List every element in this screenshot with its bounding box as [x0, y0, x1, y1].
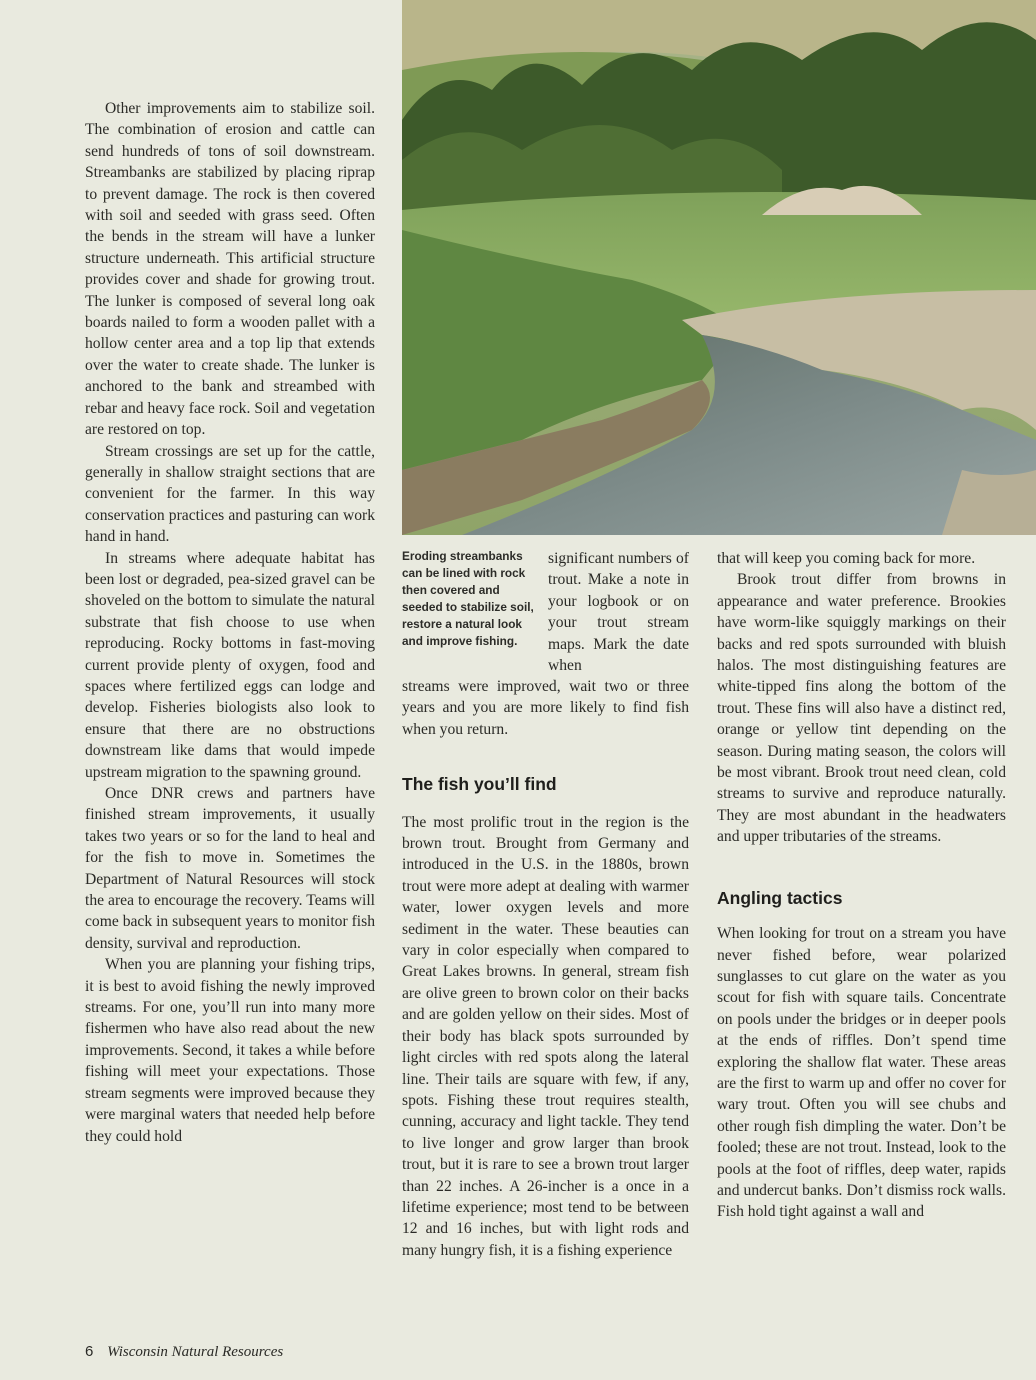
paragraph: significant numbers of trout. Make a note in your logbook or on your trout stream maps. Mark the date when	[548, 550, 689, 675]
paragraph: The most prolific trout in the region is the brown trout. Brought from Germany and introduced in the U.S. in the 1880s, brown trout were more adept at dealing with warmer water, lower oxygen levels and more sediment in the water. These beauties can vary in color especially when compared to Great Lakes browns. In general, stream fish are olive green to brown color on their backs and are golden yellow on their sides. Most of their body has black spots surrounded by light circles with red spots along the lateral line. Their tails are square with few, if any, spots. Fishing these trout requires stealth, cunning, accuracy and light tackle. They tend to live longer and grow larger than brook trout, but it is rare to see a brown trout larger than 22 inches. A 26-incher is a once in a lifetime experience; most tend to be between 12 and 16 inches, but with light rods and many hungry fish, it is a fishing experience	[402, 813, 689, 1259]
paragraph: When looking for trout on a stream you have never fished before, wear polarized sunglasses to cut glare on the water as you scout for fish with square tails. Concentrate on pools under the bridges or in deeper pools at the ends of riffles. Don’t spend time exploring the shallow flat water. These areas are the first to warm up and offer no cover for wary trout. Often you will see chubs and other rough fish dimpling the water. Don’t be fooled; these are not trout. Instead, look to the pools at the foot of riffles, deep water, rapids and undercut banks. Don’t dismiss rock walls. Fish hold tight against a wall and	[717, 925, 1006, 1221]
stream-photo	[402, 0, 1036, 535]
paragraph: In streams where adequate habitat has been lost or degraded, pea-sized gravel can be shoveled on the bottom to simulate the natural substrate that fish choose to use when reproducing. Rocky bottoms in fast-moving current provide plenty of oxygen, food and spaces where fertilized eggs can lodge and develop. Fisheries biologists also look to ensure that there are no obstructions downstream like dams that would impede upstream migration to the spawning ground.	[85, 549, 375, 781]
page-footer	[85, 1343, 283, 1361]
paragraph: streams were improved, wait two or three years and you are more likely to find fish when you return.	[402, 678, 689, 738]
publication-name: Wisconsin Natural Resources	[107, 1344, 284, 1360]
paragraph: When you are planning your fishing trips, it is best to avoid fishing the newly improved streams. For one, you’ll run into many more fishermen who have also read about the new improvements. Second, it takes a while before fishing will meet your expectations. Those stream segments were improved because they were marginal waters that needed help before they could hold	[85, 956, 375, 1145]
column-2	[402, 676, 689, 1261]
paragraph: Other improvements aim to stabilize soil. The combination of erosion and cattle can send hundreds of tons of soil downstream. Streambanks are stabilized by placing riprap to prevent damage. The rock is then covered with soil and seeded with grass seed. Often the bends in the stream will have a lunker structure underneath. This artificial structure provides cover and shade for growing trout. The lunker is composed of several long oak boards nailed to form a wooden pallet with a hollow center area and a top lip that extends over the water to create shade. The lunker is anchored to the bank and streambed with rebar and heavy face rock. Soil and vegetation are restored on top.	[85, 100, 375, 439]
section-heading: The fish you’ll find	[402, 774, 557, 795]
page-number: 6	[85, 1343, 94, 1360]
photo-caption: Eroding streambanks can be lined with rock then covered and seeded to stabilize soil, restore a natural look and improve fishing.	[402, 549, 534, 648]
column-2-top	[548, 548, 689, 676]
section-heading: Angling tactics	[717, 887, 843, 908]
paragraph: Brook trout differ from browns in appearance and water preference. Brookies have worm-like squiggly markings on their backs and red spots surrounded with bluish halos. The most distinguishing features are white-tipped fins along the bottom of the trout. These fins will also have a distinct red, orange or yellow tint depending on the season. During mating season, the colors will be most vibrant. Brook trout need clean, cold streams to survive and reproduce naturally. They are most abundant in the headwaters and upper tributaries of the streams.	[717, 571, 1006, 846]
column-1	[85, 98, 375, 1147]
paragraph: that will keep you coming back for more.	[717, 550, 976, 567]
paragraph: Once DNR crews and partners have finished stream improvements, it usually takes two years or so for the land to heal and for the fish to move in. Sometimes the Department of Natural Resources will stock the area to encourage the recovery. Teams will come back in subsequent years to monitor fish density, survival and reproduction.	[85, 785, 375, 952]
column-3	[717, 548, 1006, 1223]
paragraph: Stream crossings are set up for the cattle, generally in shallow straight sections that are convenient for the farmer. In this way conservation practices and pasturing can work hand in hand.	[85, 442, 375, 546]
